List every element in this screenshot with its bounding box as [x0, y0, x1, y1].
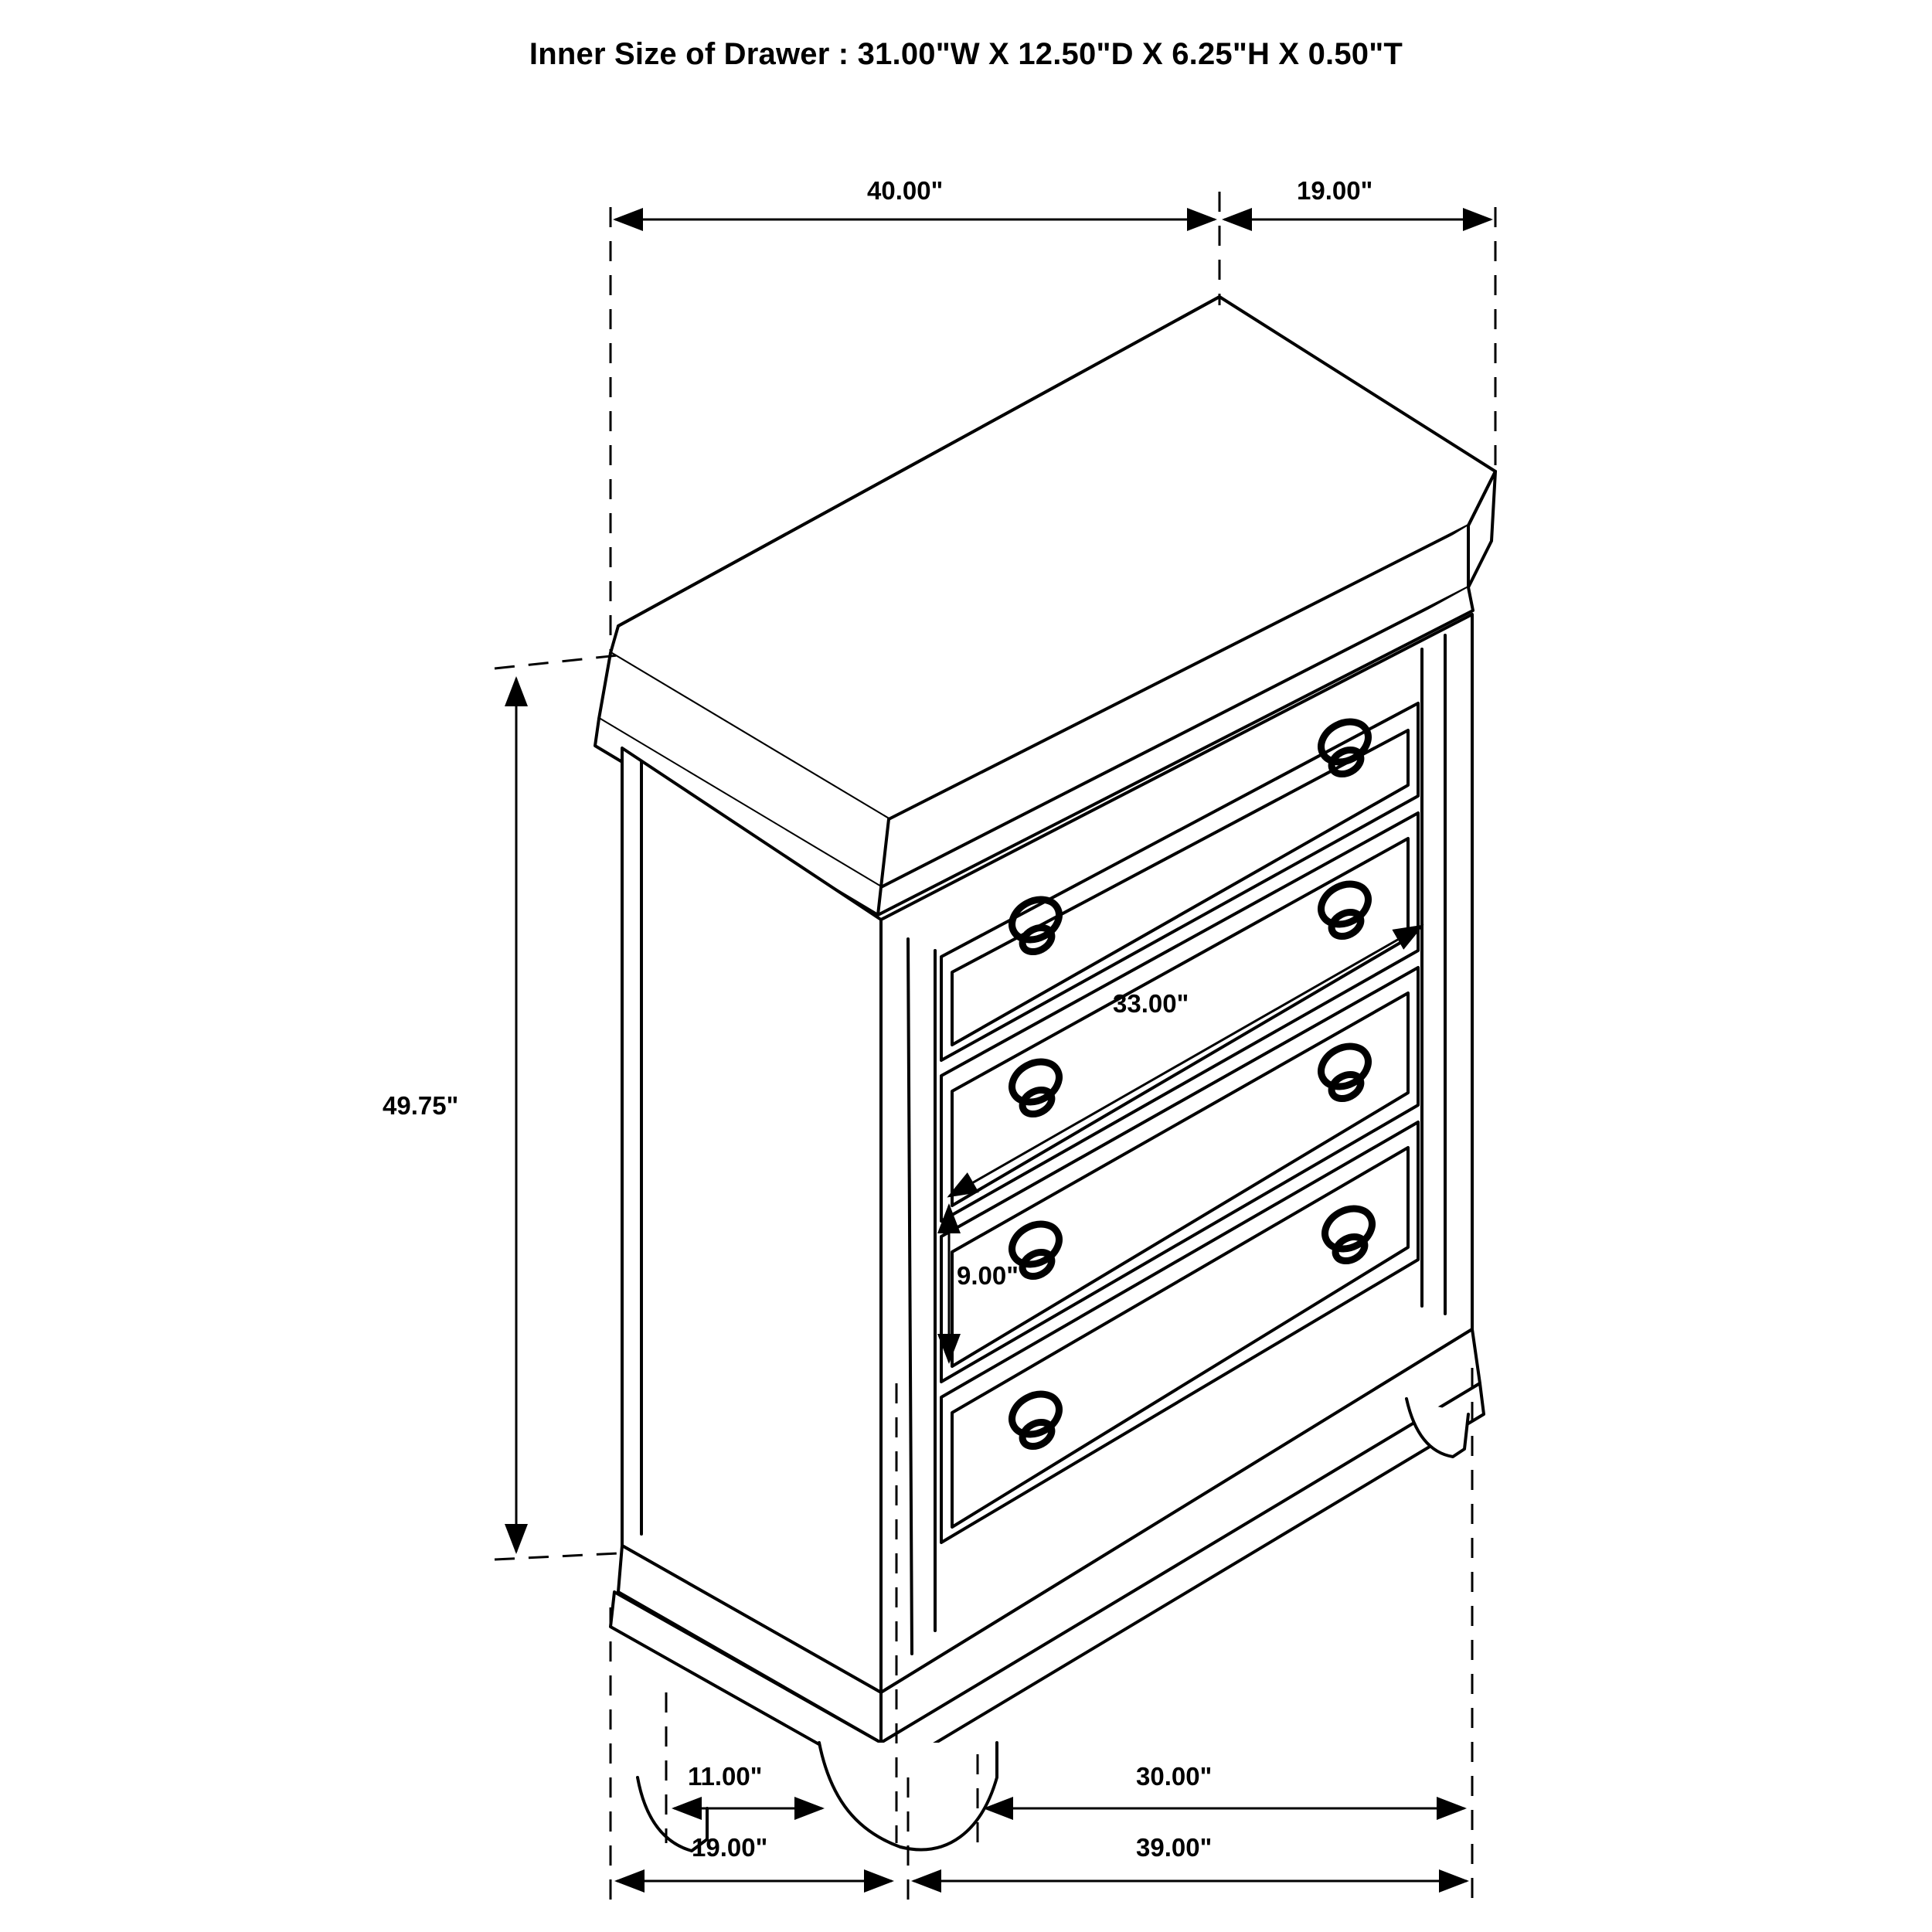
dim-base-side-label: 11.00" — [688, 1762, 763, 1791]
page-title: Inner Size of Drawer : 31.00"W X 12.50"D X 6.25"H X 0.50"T — [529, 37, 1403, 71]
dim-base-total-label: 39.00" — [1136, 1833, 1213, 1862]
chest-body — [595, 297, 1495, 1851]
dim-drawer-height-label: 9.00" — [957, 1261, 1019, 1290]
dim-foot-side-label: 19.00" — [692, 1833, 768, 1862]
dim-base-front-label: 30.00" — [1136, 1762, 1213, 1791]
dim-height-label: 49.75" — [383, 1091, 459, 1120]
dim-top-depth-label: 19.00" — [1297, 176, 1373, 205]
dim-drawer-width-label: 33.00" — [1113, 989, 1189, 1018]
dim-top-width-label: 40.00" — [867, 176, 944, 205]
